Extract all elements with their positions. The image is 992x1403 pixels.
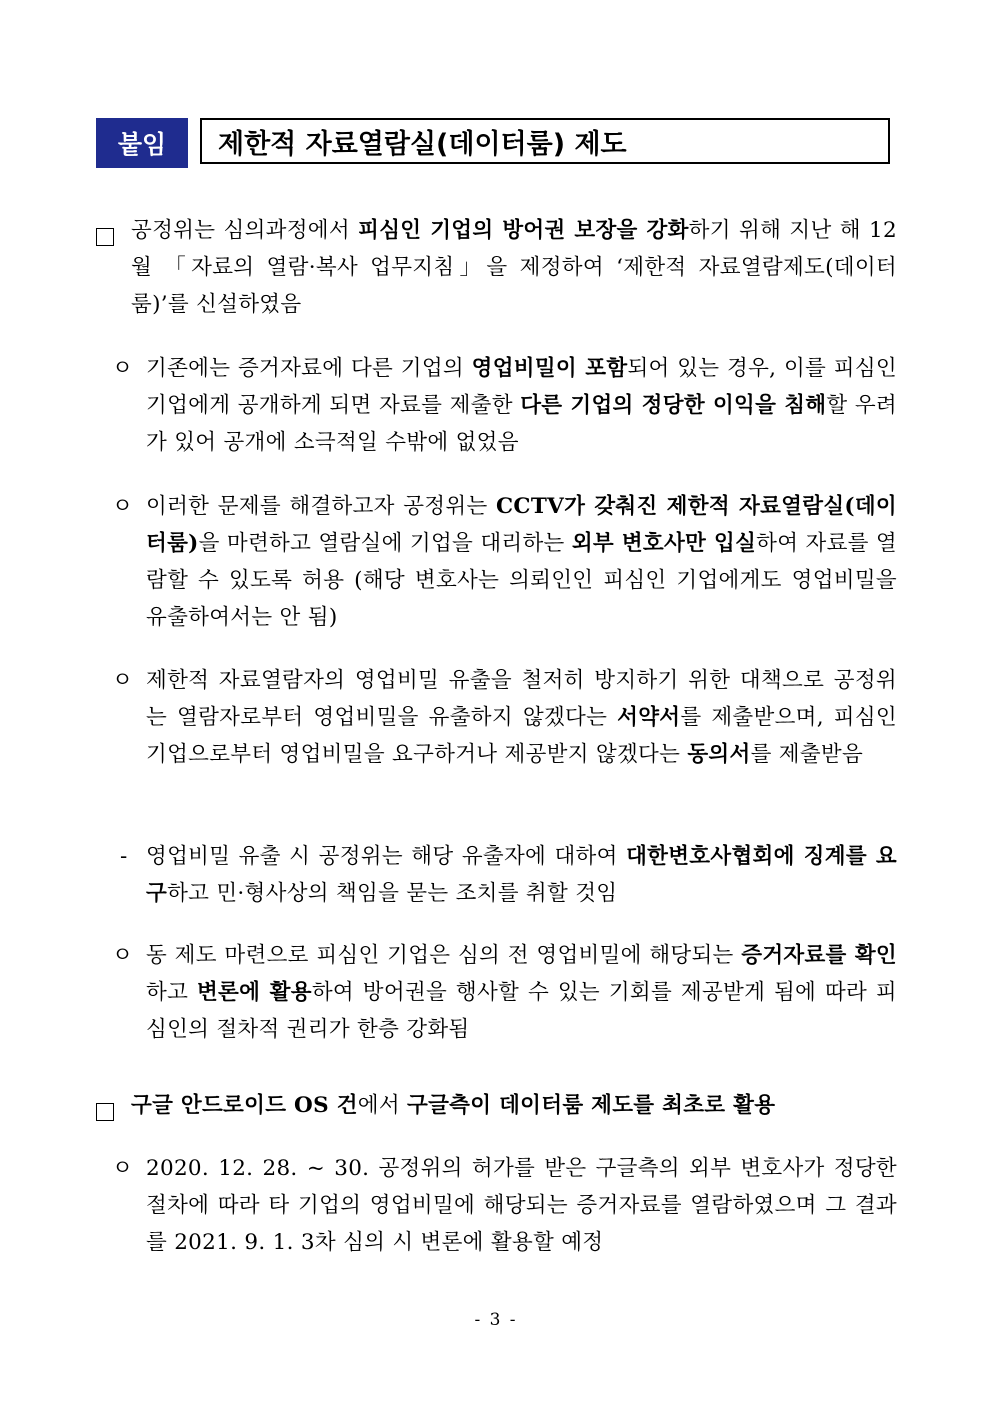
text: 2020. 12. 28. ~ 30. 공정위의 허가를 받은 구글측의 외부 변호사가 정당한 절차에 따라 타 기업의 영업비밀에 해당되는 증거자료를 열람하였으며 그 결과를 2021. 9. 1. 3차 심의 시 변론에 활용할 예정 xyxy=(146,1156,897,1255)
emphasis: 구글측이 데이터룸 제도를 최초로 활용 xyxy=(407,1093,776,1118)
bullet-marker: ㅇ xyxy=(112,494,134,519)
bullet-marker: ㅇ xyxy=(112,1156,134,1181)
text: 를 제출받음 xyxy=(750,742,864,767)
text: 되어 있는 경우, 이를 피심인 기업에게 공개하게 되면 자료를 제출한 xyxy=(146,356,897,418)
text: 공정위는 심의과정에서 xyxy=(131,218,359,243)
checkbox-square-icon xyxy=(96,1096,114,1133)
page-title: 제한적 자료열람실(데이터룸) 제도 xyxy=(200,118,890,164)
section-paragraph-7 xyxy=(131,1087,897,1124)
bullet-paragraph-8 xyxy=(112,1150,897,1261)
text: 할 우려가 있어 공개에 소극적일 수밖에 없었음 xyxy=(146,393,897,455)
bullet-marker: ㅇ xyxy=(112,943,134,968)
emphasis: CCTV가 갖춰진 제한적 자료열람실(데이터룸) xyxy=(146,494,897,556)
emphasis: 다른 기업의 정당한 이익을 침해 xyxy=(520,393,827,418)
section-paragraph-1 xyxy=(131,212,897,323)
text: 에서 xyxy=(357,1093,408,1118)
bullet-paragraph-2 xyxy=(112,350,897,461)
attachment-header xyxy=(96,118,890,168)
page-number: - 3 - xyxy=(474,1310,518,1330)
emphasis: 구글 안드로이드 OS 건 xyxy=(131,1093,358,1118)
bullet-marker: ㅇ xyxy=(112,356,134,381)
text: 하고 xyxy=(146,980,197,1005)
emphasis: 증거자료를 확인 xyxy=(741,943,897,968)
emphasis: 외부 변호사만 입실 xyxy=(571,531,757,556)
attachment-tag: 붙임 xyxy=(96,118,188,168)
checkbox-square-icon xyxy=(96,221,114,258)
text: 하고 민·형사상의 책임을 묻는 조치를 취할 것임 xyxy=(167,881,618,906)
bullet-paragraph-6 xyxy=(112,937,897,1048)
emphasis: 대한변호사협회에 징계를 요구 xyxy=(146,844,897,906)
text: 제한적 자료열람자의 영업비밀 유출을 철저히 방지하기 위한 대책으로 공정위는 열람자로부터 영업비밀을 유출하지 않겠다는 xyxy=(146,668,897,730)
text: 를 제출받으며, 피심인 기업으로부터 영업비밀을 요구하거나 제공받지 않겠다는 xyxy=(146,705,897,767)
text: 을 마련하고 열람실에 기업을 대리하는 xyxy=(198,531,572,556)
text: 이러한 문제를 해결하고자 공정위는 xyxy=(146,494,497,519)
bullet-paragraph-4 xyxy=(112,662,897,773)
emphasis: 서약서 xyxy=(617,705,681,730)
text: 하여 방어권을 행사할 수 있는 기회를 제공받게 됨에 따라 피심인의 절차적 권리가 한층 강화됨 xyxy=(146,980,897,1042)
bullet-paragraph-3 xyxy=(112,488,897,636)
text: 하기 위해 지난 해 12월 「자료의 열람·복사 업무지침」을 제정하여 ‘제한적 자료열람제도(데이터룸)’를 신설하였음 xyxy=(131,218,897,317)
emphasis: 변론에 활용 xyxy=(196,980,312,1005)
emphasis: 피심인 기업의 방어권 보장을 강화 xyxy=(358,218,689,243)
bullet-marker: ㅇ xyxy=(112,668,134,693)
text: 하여 자료를 열람할 수 있도록 허용 (해당 변호사는 의뢰인인 피심인 기업에게도 영업비밀을 유출하여서는 안 됨) xyxy=(146,531,897,630)
text: 동 제도 마련으로 피심인 기업은 심의 전 영업비밀에 해당되는 xyxy=(146,943,742,968)
dash-marker: - xyxy=(120,844,128,869)
text: 기존에는 증거자료에 다른 기업의 xyxy=(146,356,472,381)
dash-paragraph-5 xyxy=(120,838,897,912)
emphasis: 동의서 xyxy=(687,742,751,767)
text: 영업비밀 유출 시 공정위는 해당 유출자에 대하여 xyxy=(146,844,627,869)
emphasis: 영업비밀이 포함 xyxy=(471,356,628,381)
